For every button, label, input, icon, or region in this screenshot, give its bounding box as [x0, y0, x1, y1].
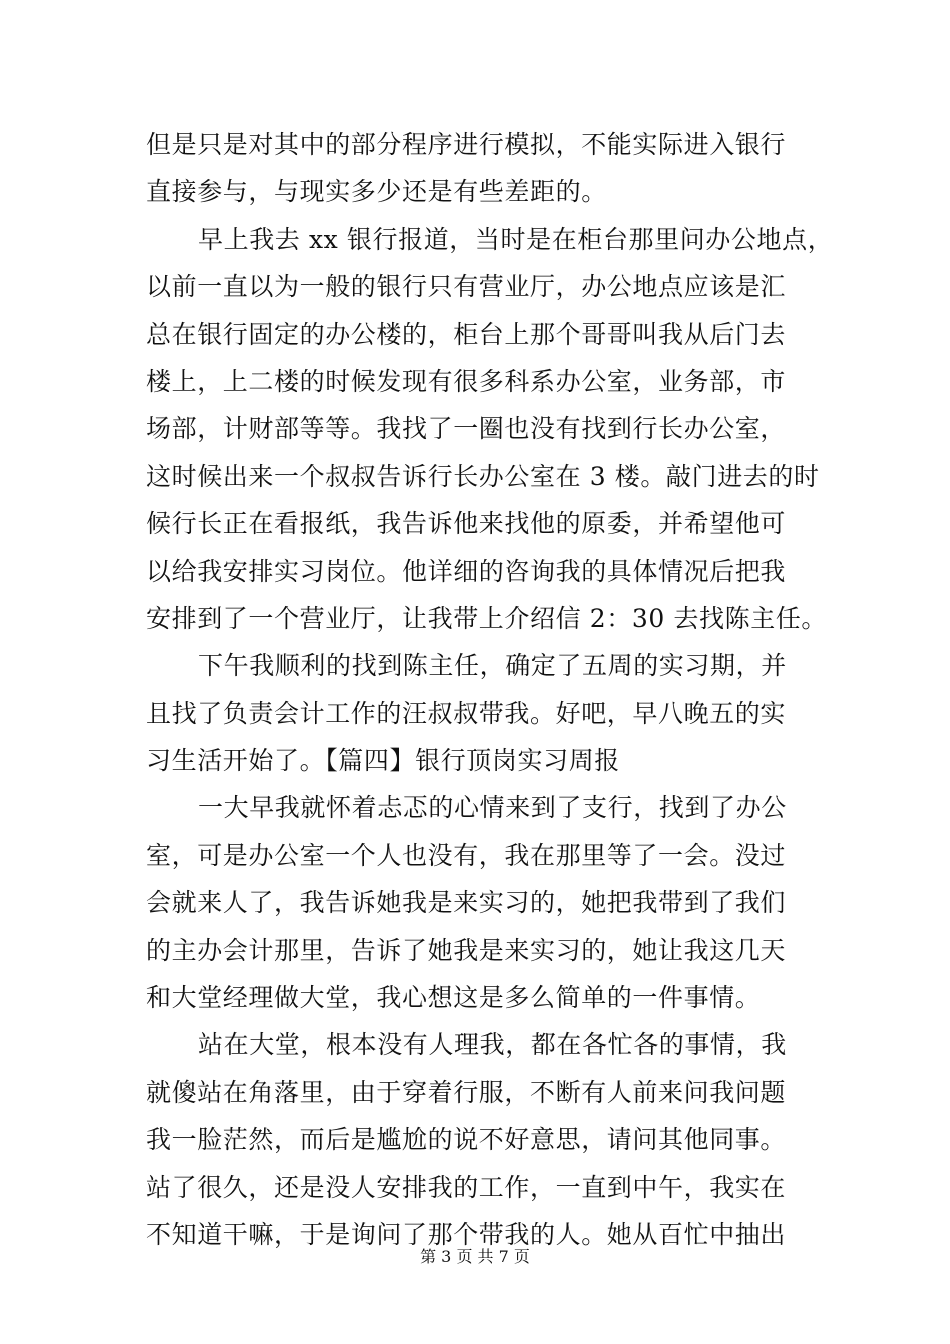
text-line: 站在大堂，根本没有人理我，都在各忙各的事情，我 — [198, 1030, 787, 1060]
text-line: 下午我顺利的找到陈主任，确定了五周的实习期，并 — [198, 651, 787, 681]
text-line: 一大早我就怀着忐忑的心情来到了支行，找到了办公 — [198, 793, 787, 823]
text-line: 习生活开始了。【篇四】银行顶岗实习周报 — [146, 746, 620, 776]
text-line: 就傻站在角落里，由于穿着行服，不断有人前来问我问题 — [146, 1077, 787, 1107]
text-line: 直接参与，与现实多少还是有些差距的。 — [146, 177, 607, 207]
body-text — [146, 121, 834, 1258]
text-line: 站了很久，还是没人安排我的工作，一直到中午，我实在 — [146, 1172, 787, 1202]
text-line: 但是只是对其中的部分程序进行模拟，不能实际进入银行 — [146, 130, 787, 159]
text-line: 楼上，上二楼的时候发现有很多科系办公室，业务部，市 — [146, 366, 787, 396]
text-line: 且找了负责会计工作的汪叔叔带我。好吧，早八晚五的实 — [146, 698, 787, 728]
text-line: 早上我去 xx 银行报道，当时是在柜台那里问办公地点， — [198, 224, 834, 254]
text-line: 这时候出来一个叔叔告诉行长办公室在 3 楼。敲门进去的时 — [146, 461, 820, 491]
text-line: 我一脸茫然，而后是尴尬的说不好意思，请问其他同事。 — [146, 1125, 787, 1155]
text-line: 候行长正在看报纸，我告诉他来找他的原委，并希望他可 — [146, 509, 787, 539]
text-line: 场部，计财部等等。我找了一圈也没有找到行长办公室， — [146, 414, 787, 444]
text-line: 和大堂经理做大堂，我心想这是多么简单的一件事情。 — [146, 983, 761, 1013]
page-footer: 第 3 页 共 7 页 — [420, 1247, 530, 1266]
text-line: 不知道干嘛，于是询问了那个带我的人。她从百忙中抽出 — [146, 1219, 787, 1249]
text-line: 的主办会计那里，告诉了她我是来实习的，她让我这几天 — [146, 935, 787, 965]
text-line: 会就来人了，我告诉她我是来实习的，她把我带到了我们 — [146, 888, 787, 918]
text-line: 安排到了一个营业厅，让我带上介绍信 2：30 去找陈主任。 — [146, 603, 828, 633]
text-line: 以给我安排实习岗位。他详细的咨询我的具体情况后把我 — [146, 556, 787, 586]
text-line: 以前一直以为一般的银行只有营业厅，办公地点应该是汇 — [146, 272, 787, 302]
text-line: 总在银行固定的办公楼的，柜台上那个哥哥叫我从后门去 — [146, 319, 787, 349]
text-line: 室，可是办公室一个人也没有，我在那里等了一会。没过 — [146, 840, 787, 870]
